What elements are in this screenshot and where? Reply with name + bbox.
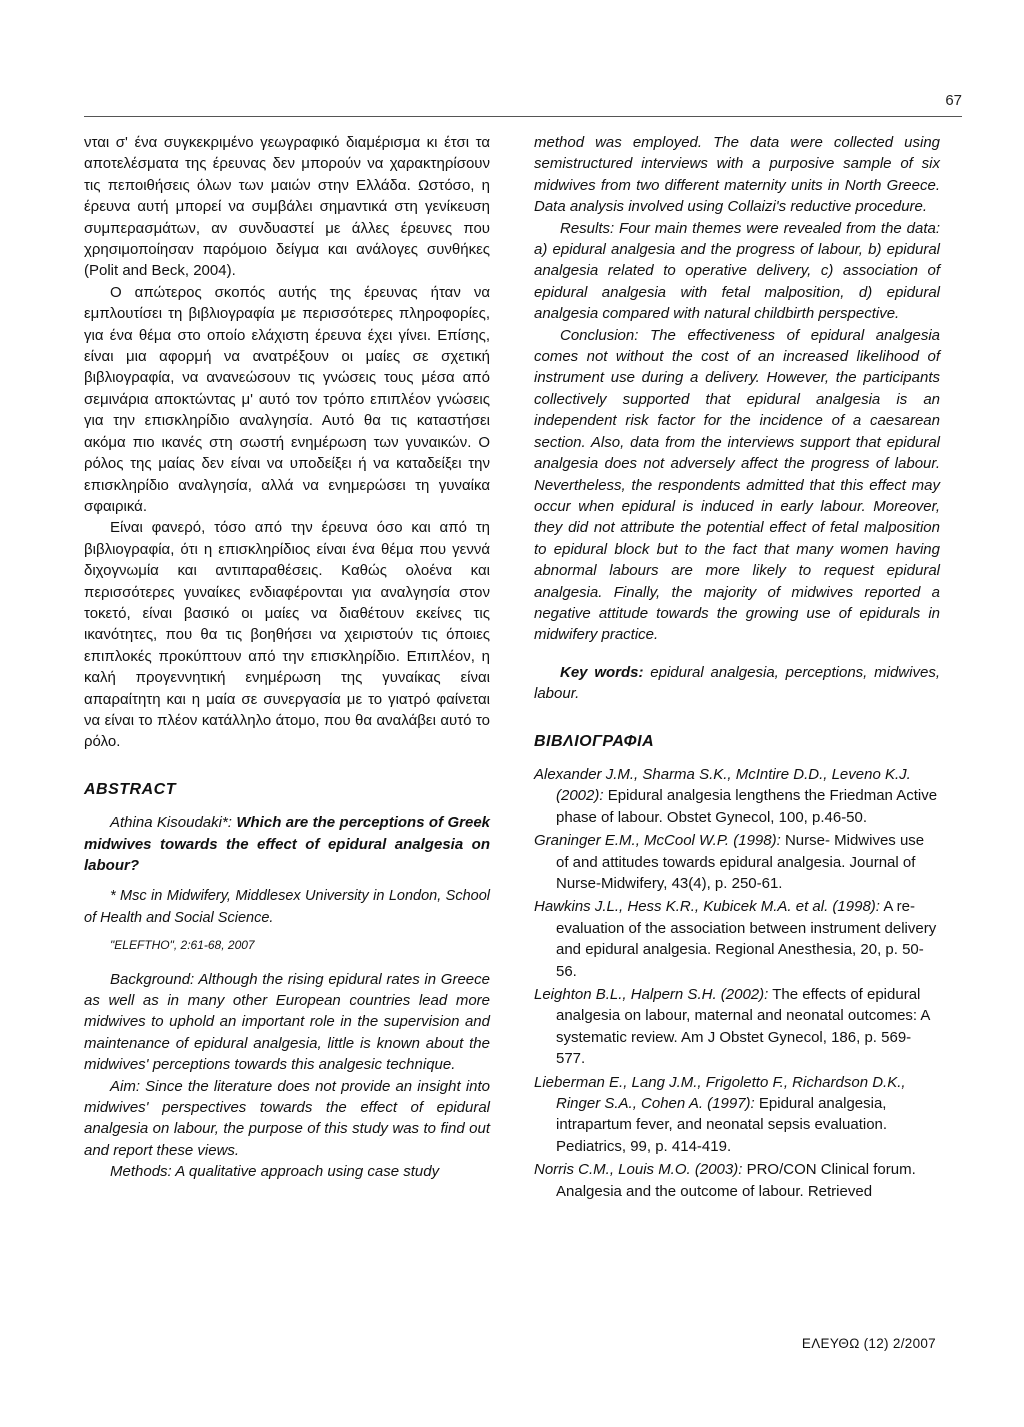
reference-text: Epidural analgesia, intrapartum fever, and neonatal sepsis evaluation. Pediatrics, 99, p. 414-419. — [556, 1095, 888, 1155]
journal-footer: ΕΛΕΥΘΩ (12) 2/2007 — [801, 1336, 936, 1351]
reference-authors: Norris C.M., Louis M.O. (2003): — [534, 1161, 743, 1179]
reference-text: Epidural analgesia lengthens the Friedman Active phase of labour. Obstet Gynecol, 100, p.46-50. — [556, 787, 938, 826]
reference-authors: Alexander J.M., Sharma S.K., McIntire D.D., Leveno K.J. (2002): — [534, 765, 911, 805]
reference-item — [534, 1072, 940, 1158]
header-rule — [84, 116, 962, 117]
reference-authors: Graninger E.M., McCool W.P. (1998): — [534, 832, 781, 850]
reference-text: The effects of epidural analgesia on labour, maternal and neonatal outcomes: A systematic review. Am J Obstet Gynecol, 186, p. 569-577. — [556, 986, 930, 1068]
abstract-conclusion: Conclusion: The effectiveness of epidural analgesia comes not without the cost of an increased likelihood of instrument use during a delivery. However, the participants collectively supported that epidural analgesia is an independent risk factor for the incidence of a caesarean section. Also, data from the interviews support that epidural analgesia does not adversely affect the progress of labour. Nevertheless, the respondents admitted that this effect may occur when epidural is induced in early labour. Moreover, they did not attribute the potential effect of fetal malposition to epidural block but to the fact that many women having abnormal labours are more likely to request epidural analgesia. Finally, the majority of midwives reported a negative attitude towards the growing use of epidurals in midwifery practice. — [534, 326, 940, 644]
references-heading: ΒΙΒΛΙΟΓΡΑΦΙΑ — [534, 732, 655, 750]
abstract-title-block — [84, 812, 490, 876]
author-affiliation: * Msc in Midwifery, Middlesex University in London, School of Health and Social Science. — [84, 888, 490, 926]
reference-item — [534, 830, 940, 894]
body-paragraph: νται σ' ένα συγκεκριμένο γεωγραφικό διαμέρισμα κι έτσι τα αποτελέσματα της έρευνας δεν μπορούν να χαρακτηρίσουν τις πεποιθήσεις όλων των μαιών στην Ελλάδα. Ωστόσο, η έρευνα αυτή μπορεί να συμβάλει σημαντικά στη γενίκευση συμπερασμάτων, αν συνδυαστεί με άλλες έρευνες που χρησιμοποίησαν παρόμοιο δείγμα και ανάλογες συνθήκες (Polit and Beck, 2004). — [84, 134, 490, 280]
reference-text: A re-evaluation of the association between instrument delivery and epidural analgesia. Regional Anesthesia, 20, p. 50-56. — [556, 898, 937, 980]
body-paragraph: Ο απώτερος σκοπός αυτής της έρευνας ήταν να εμπλουτίσει τη βιβλιογραφία με περισσότερες πληροφορίες, για ένα θέμα στο οποίο ελάχιστη έρευνα έχει γίνει. Επίσης, είναι μια αφορμή να ανατρέξουν οι μαίες σε σχετική βιβλιογραφία, να ανανεώσουν τις γνώσεις τους μέσα από σεμινάρια αποκτώντας μ' αυτό τον τρόπο επιπλέον γνώσεις για την επισκληρίδιο αναλγησία. Αυτό θα τις καταστήσει ακόμα πιο ικανές στη σωστή ενημέρωση των γυναικών. Ο ρόλος της μαίας δεν είναι να υποδείξει ή να καταδείξει την επισκληρίδιο αναλγησία, αλλά να ενημερώσει τη γυναίκα σφαιρικά. — [84, 283, 490, 515]
reference-text: Nurse- Midwives use of and attitudes towards epidural analgesia. Journal of Nurse-Midwifery, 43(4), p. 250-61. — [556, 832, 925, 892]
reference-authors: Hawkins J.L., Hess K.R., Kubicek M.A. et al. (1998): — [534, 898, 880, 916]
abstract-aim: Aim: Since the literature does not provide an insight into midwives' perspectives towards the effect of epidural analgesia on labour, the purpose of this study was to find out and report these views. — [84, 1077, 490, 1159]
references-list — [534, 764, 940, 1202]
reference-authors: Lieberman E., Lang J.M., Frigoletto F., Richardson D.K., Ringer S.A., Cohen A. (1997): — [534, 1073, 906, 1113]
keywords-label: Key words: — [560, 663, 644, 681]
abstract-methods: Methods: A qualitative approach using case study — [110, 1163, 440, 1181]
page-number: 67 — [945, 92, 962, 109]
reference-authors: Leighton B.L., Halpern S.H. (2002): — [534, 986, 769, 1004]
reference-item — [534, 1159, 940, 1202]
keywords — [534, 662, 940, 705]
abstract-results: Results: Four main themes were revealed from the data: a) epidural analgesia and the progress of labour, b) epidural analgesia related to operative delivery, c) association of epidural analgesia with fetal malposition, d) epidural analgesia compared with natural childbirth perspective. — [534, 219, 940, 323]
reference-item — [534, 984, 940, 1070]
left-column — [84, 132, 490, 1183]
keywords-text: epidural analgesia, perceptions, midwives, labour. — [534, 663, 940, 703]
abstract-background: Background: Although the rising epidural rates in Greece as well as in many other European countries lead more midwives to uphold an important role in the supervision and maintenance of epidural analgesia, little is known about the midwives' perceptions towards this analgesic technique. — [84, 970, 490, 1074]
reference-item — [534, 896, 940, 982]
reference-item — [534, 764, 940, 828]
journal-reference: "ELEFTHO", 2:61-68, 2007 — [110, 938, 255, 953]
abstract-author: Athina Kisoudaki*: — [110, 814, 232, 832]
reference-text: PRO/CON Clinical forum. Analgesia and the outcome of labour. Retrieved — [556, 1161, 916, 1200]
body-paragraph: Είναι φανερό, τόσο από την έρευνα όσο και από τη βιβλιογραφία, ότι η επισκληρίδιος είναι ένα θέμα που γεννά διχογνωμία και αντιπαραθέσεις. Καθώς ολοένα και περισσότερες γυναίκες ενδιαφέρονται για αναλγησία στον τοκετό, είναι βασικό οι μαίες να διαθέτουν εκείνες τις ικανότητες, που θα τις βοηθήσει να χειριστούν τις όποιες επιπλοκές προκύπτουν από την επισκληρίδιο. Επιπλέον, η καλή προγεννητική ενημέρωση της γυναίκας είναι απαραίτητη και η μαία σε συνεργασία με το γιατρό φαίνεται να είναι το πλέον κατάλληλο άτομο, που θα αναλάβει αυτό το ρόλο. — [84, 519, 490, 751]
right-column — [534, 132, 940, 1204]
abstract-methods-continued: method was employed. The data were collected using semistructured interviews with a purposive sample of six midwives from two different maternity units in North Greece. Data analysis involved using Collaizi's reductive procedure. — [534, 134, 940, 216]
abstract-title: Which are the perceptions of Greek midwives towards the effect of epidural analgesia on labour? — [84, 814, 491, 874]
abstract-heading: ABSTRACT — [84, 780, 176, 798]
